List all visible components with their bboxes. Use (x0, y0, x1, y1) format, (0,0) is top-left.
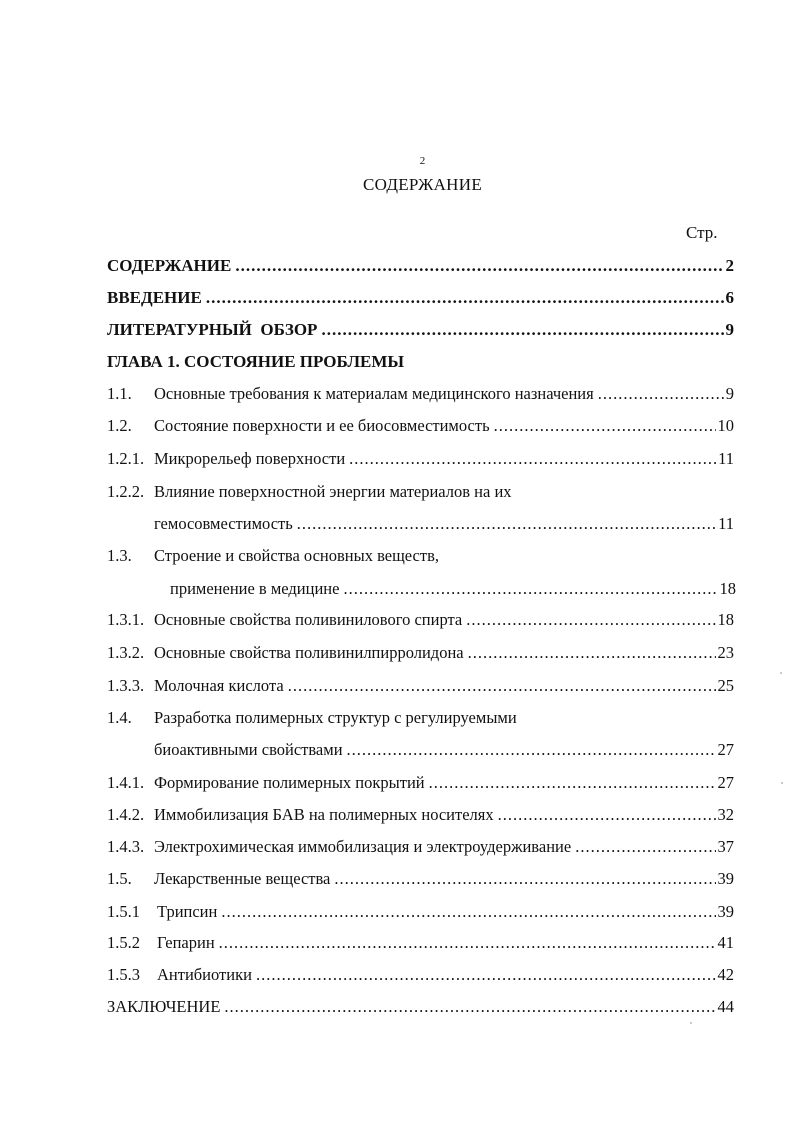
toc-row (107, 414, 734, 438)
toc-number: 1.5. (107, 869, 132, 888)
toc-leader-dots (334, 867, 715, 891)
toc-leader-dots (256, 963, 716, 987)
toc-leader-dots (598, 382, 724, 406)
toc-page: 9 (725, 320, 734, 339)
toc-label: ЛИТЕРАТУРНЫЙ ОБЗОР (107, 320, 318, 339)
toc-label: Разработка полимерных структур с регулируемыми (154, 708, 517, 727)
toc-row (107, 674, 734, 698)
toc-page: 39 (717, 902, 734, 921)
toc-leader-dots (429, 771, 716, 795)
toc-page: 27 (717, 773, 734, 792)
toc-label: Формирование полимерных покрытий (154, 773, 425, 792)
toc-label: Основные свойства поливинилпирролидона (154, 643, 464, 662)
toc-label: Гепарин (157, 933, 215, 952)
toc-leader-dots (321, 318, 723, 342)
toc-chapter-heading (107, 350, 734, 374)
toc-page: 23 (717, 643, 734, 662)
toc-page: 11 (718, 449, 734, 468)
toc-row (107, 706, 734, 730)
toc-page: 18 (717, 610, 734, 629)
toc-row (107, 900, 734, 924)
toc-leader-dots (466, 608, 715, 632)
toc-label: Влияние поверхностной энергии материалов на их (154, 482, 512, 501)
toc-leader-dots (235, 254, 723, 278)
toc-page: 32 (717, 805, 734, 824)
toc-page: 41 (717, 933, 734, 952)
toc-page: 6 (725, 288, 734, 307)
toc-page: 11 (718, 514, 734, 533)
toc-number: 1.2.1. (107, 449, 145, 468)
toc-leader-dots (206, 286, 724, 310)
toc-page: 10 (717, 416, 734, 435)
toc-page: 37 (717, 837, 734, 856)
toc-leader-dots (575, 835, 715, 859)
toc-leader-dots (498, 803, 716, 827)
toc-label: СОДЕРЖАНИЕ (107, 256, 232, 275)
toc-number: 1.2. (107, 416, 132, 435)
toc-label: биоактивными свойствами (154, 740, 343, 759)
toc-label: Микрорельеф поверхности (154, 449, 346, 468)
toc-label: гемосовместимость (154, 514, 293, 533)
toc-page: 2 (725, 256, 734, 275)
toc-label: Основные свойства поливинилового спирта (154, 610, 463, 629)
scan-speck (690, 1022, 692, 1024)
toc-number: 1.4.1. (107, 773, 145, 792)
toc-page: 9 (725, 384, 734, 403)
page-title: СОДЕРЖАНИЕ (362, 175, 483, 194)
toc-label: ГЛАВА 1. СОСТОЯНИЕ ПРОБЛЕМЫ (107, 352, 405, 371)
toc-page: 25 (717, 676, 734, 695)
toc-number: 1.3.2. (107, 643, 145, 662)
toc-label: Электрохимическая иммобилизация и электроудерживание (154, 837, 572, 856)
toc-leader-dots (468, 641, 716, 665)
toc-leader-dots (343, 577, 717, 601)
toc-leader-dots (349, 447, 716, 471)
toc-row (107, 286, 734, 310)
toc-number: 1.3.1. (107, 610, 145, 629)
toc-label: Трипсин (157, 902, 218, 921)
page-column-label: Стр. (686, 223, 718, 242)
toc-row (107, 963, 734, 987)
toc-leader-dots (288, 674, 716, 698)
toc-row (107, 867, 734, 891)
toc-page: 44 (717, 997, 734, 1016)
toc-number: 1.4.3. (107, 837, 145, 856)
toc-label: Молочная кислота (154, 676, 284, 695)
toc-page: 39 (717, 869, 734, 888)
toc-row (107, 318, 734, 342)
toc-number: 1.4.2. (107, 805, 145, 824)
toc-row (107, 803, 734, 827)
toc-label: Строение и свойства основных веществ, (154, 546, 439, 565)
toc-leader-dots (219, 931, 716, 955)
toc-row-continuation (154, 512, 734, 536)
toc-number: 1.5.1 (107, 902, 140, 921)
toc-row (107, 382, 734, 406)
toc-page: 27 (717, 740, 734, 759)
toc-page: 18 (719, 579, 736, 598)
scan-speck (780, 672, 782, 674)
toc-number: 1.3.3. (107, 676, 145, 695)
toc-number: 1.1. (107, 384, 132, 403)
toc-number: 1.2.2. (107, 482, 145, 501)
toc-label: ВВЕДЕНИЕ (107, 288, 202, 307)
toc-label: Лекарственные вещества (154, 869, 331, 888)
toc-leader-dots (494, 414, 716, 438)
toc-row (107, 608, 734, 632)
toc-label: применение в медицине (170, 579, 340, 598)
toc-row (107, 835, 734, 859)
toc-number: 1.5.3 (107, 965, 140, 984)
toc-number: 1.5.2 (107, 933, 140, 952)
toc-leader-dots (297, 512, 716, 536)
toc-number: 1.4. (107, 708, 132, 727)
toc-label: ЗАКЛЮЧЕНИЕ (107, 997, 221, 1016)
toc-number: 1.3. (107, 546, 132, 565)
toc-leader-dots (221, 900, 715, 924)
toc-row (107, 254, 734, 278)
toc-label: Антибиотики (157, 965, 252, 984)
toc-row (107, 544, 734, 568)
toc-label: Состояние поверхности и ее биосовместимость (154, 416, 490, 435)
toc-row (107, 771, 734, 795)
toc-label: Иммобилизация БАВ на полимерных носителях (154, 805, 494, 824)
toc-leader-dots (224, 995, 715, 1019)
toc-row (107, 931, 734, 955)
toc-leader-dots (347, 738, 716, 762)
toc-page: 42 (717, 965, 734, 984)
toc-label: Основные требования к материалам медицинского назначения (154, 384, 594, 403)
scan-speck (781, 782, 783, 784)
toc-row (107, 480, 734, 504)
page-number: 2 (419, 155, 426, 167)
toc-row (107, 447, 734, 471)
toc-row (107, 641, 734, 665)
toc-row-continuation (154, 738, 734, 762)
toc-row-continuation (170, 577, 736, 601)
toc-row (107, 995, 734, 1019)
